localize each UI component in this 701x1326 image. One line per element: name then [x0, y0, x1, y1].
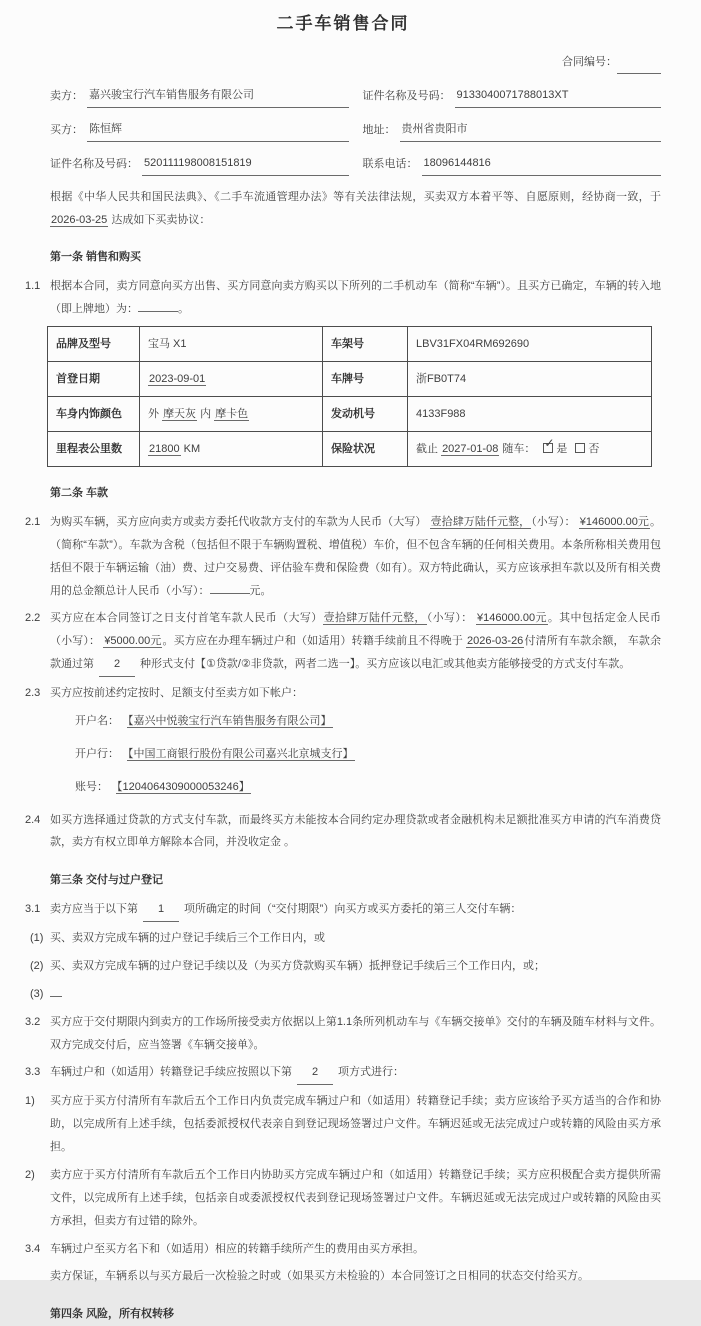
clause-3-1 — [25, 898, 661, 922]
item-3-blank — [50, 983, 62, 997]
first-reg-date: 2023-09-01 — [149, 372, 206, 385]
amount-numeric: ¥146000.00元 — [579, 515, 649, 528]
clause-2-3 — [25, 682, 661, 705]
clause-body: 买方应于交付期限内到卖方的工作场所接受卖方依据以上第1.1条所列机动车与《车辆交接单》交付的车辆及随车材料与文件。双方完成交付后，应当签署《车辆交接单》。 — [50, 1015, 661, 1051]
color-int: 摩卡色 — [215, 407, 249, 420]
clause-text: 车辆过户和（如适用）转籍登记手续应按照以下第 — [50, 1066, 292, 1079]
clause-3-1-item-3 — [25, 983, 661, 1006]
clause-number: 2.4 — [25, 813, 41, 826]
seller-field — [50, 84, 349, 108]
seller-id-value: 9133040071788013XT — [455, 84, 662, 108]
clause-text: 。买方应在办理车辆过户和（如适用）转籍手续前且不得晚于 — [162, 635, 467, 648]
buyer-id-label: 证件名称及号码： — [50, 157, 138, 170]
section4-heading: 第四条 风险，所有权转移 — [50, 1308, 175, 1321]
clause-number: 2.2 — [25, 612, 41, 625]
clause-number: 2.3 — [25, 687, 41, 700]
clause-text: 买方应在本合同签订之日支付首笔车款人民币（大写） — [50, 612, 323, 625]
account-name-label: 开户名： — [75, 714, 119, 727]
mileage-value — [140, 432, 323, 467]
total-amount-blank — [210, 580, 250, 594]
clause-text: 根据本合同，卖方同意向买方出售、买方同意向卖方购买以下所列的二手机动车（简称“车辆”）。且买方已确定，车辆的转入地（即上牌地）为： — [50, 280, 661, 316]
clause-number: 3.3 — [25, 1066, 41, 1079]
vehicle-info-table — [47, 326, 652, 467]
clause-3-3-item-1 — [25, 1090, 661, 1159]
party-row-buyer-id — [50, 152, 661, 176]
payment-deadline-date: 2026-03-26 — [467, 635, 524, 648]
item-number: (1) — [30, 932, 44, 945]
first-reg-value — [140, 362, 323, 397]
amount-chinese: 壹拾肆万陆仟元整， — [430, 515, 531, 528]
bank-account-name-row — [75, 710, 661, 733]
clause-text-end: 。 — [178, 303, 189, 316]
address-value: 贵州省贵阳市 — [400, 118, 662, 142]
engine-value: 4133F988 — [408, 397, 652, 432]
seller-id-field — [363, 84, 662, 108]
clause-body — [50, 511, 661, 603]
color-int-prefix: 内 — [197, 407, 215, 420]
item-text: 卖方应于买方付清所有车款后五个工作日内协助买方完成车辆过户和（如适用）转籍登记手续；买方应积极配合卖方提供所需文件，以完成所有上述手续，包括亲自或委派授权代表到登记现场签署过户文件。车辆迟延或无法完成过户或转籍的风险由买方承担，但卖方有过错的除外。 — [50, 1168, 661, 1227]
table-row — [48, 432, 652, 467]
item-number: (3) — [30, 987, 44, 1000]
clause-3-2 — [25, 1011, 661, 1057]
clause-2-2 — [25, 607, 661, 677]
bank-name-value: 【中国工商银行股份有限公司嘉兴北京城支行】 — [128, 747, 354, 760]
item-number: (2) — [30, 959, 44, 972]
agreement-date: 2026-03-25 — [51, 213, 108, 226]
payment-option-number: 2 — [99, 653, 135, 677]
address-label: 地址： — [362, 123, 396, 136]
clause-text: 卖方应当于以下第 — [50, 903, 138, 916]
brand-value: 宝马 X1 — [140, 327, 323, 362]
transfer-place-blank — [138, 298, 178, 312]
phone-field — [363, 152, 662, 176]
item-number: 1) — [25, 1095, 35, 1108]
transfer-option-number: 2 — [297, 1061, 333, 1085]
deposit-amount: ¥5000.00元 — [104, 635, 162, 648]
delivery-option-number: 1 — [143, 898, 179, 922]
clause-3-4-guarantee: 卖方保证，车辆系以与买方最后一次检验之时或（如果买方未检验的）本合同签订之日相同的状态交付给买方。 — [50, 1270, 589, 1283]
mileage-unit: KM — [180, 442, 201, 455]
clause-text: （小写）： — [426, 612, 476, 625]
clause-body — [50, 1061, 661, 1085]
insurance-value — [408, 432, 652, 467]
clause-3-1-item-1 — [25, 927, 661, 950]
clause-3-1-item-2 — [25, 955, 661, 978]
address-field — [363, 118, 662, 142]
phone-label: 联系电话： — [362, 157, 418, 170]
insurance-date: 2027-01-08 — [442, 442, 499, 455]
bank-name-label: 开户行： — [75, 747, 119, 760]
first-payment-numeric: ¥146000.00元 — [476, 612, 547, 625]
item-text: 买、卖双方完成车辆的过户登记手续后三个工作日内，或 — [50, 932, 325, 945]
intro-text-end: 达成如下买卖协议： — [108, 213, 211, 226]
checkbox-no-icon — [575, 443, 585, 453]
insurance-no-label: 否 — [588, 442, 600, 455]
buyer-field — [50, 118, 349, 142]
section1-heading: 第一条 销售和购买 — [50, 251, 142, 264]
section2-heading: 第二条 车款 — [50, 487, 109, 500]
first-payment-chinese: 壹拾肆万陆仟元整， — [323, 612, 426, 625]
color-ext: 摩天灰 — [163, 407, 197, 420]
party-row-buyer — [50, 118, 661, 142]
mileage-label: 里程表公里数 — [48, 432, 140, 467]
clause-body — [50, 607, 661, 677]
clause-text-end: 项方式进行： — [338, 1066, 404, 1079]
clause-body: 车辆过户至买方名下和（如适用）相应的转籍手续所产生的费用由买方承担。 — [50, 1242, 424, 1255]
clause-text-end: 元。 — [249, 584, 272, 597]
item-text: 买方应于买方付清所有车款后五个工作日内负责完成车辆过户和（如适用）转籍登记手续；卖方应该给予买方适当的合作和协助，以完成所有上述手续，包括委派授权代表亲自到登记现场签署过户文件。车辆迟延或无法完成过户或转籍的风险由买方承担。 — [50, 1095, 661, 1154]
color-ext-prefix: 外 — [148, 407, 163, 420]
clause-text: 付清所有车款余额， 车款余款通过第 — [50, 635, 661, 671]
clause-body: 买方应按前述约定按时、足额支付至卖方如下帐户： — [50, 687, 303, 700]
clause-number: 2.1 — [25, 515, 41, 528]
clause-number: 1.1 — [25, 280, 41, 293]
clause-number: 3.4 — [25, 1242, 41, 1255]
clause-2-4 — [25, 809, 661, 855]
party-row-seller — [50, 84, 661, 108]
insurance-mid: 随车： — [499, 442, 536, 455]
buyer-label: 买方： — [50, 123, 83, 136]
checkbox-yes-checked-icon — [543, 443, 553, 453]
engine-label: 发动机号 — [323, 397, 408, 432]
buyer-id-value: 520111198008151819 — [142, 152, 349, 176]
seller-label: 卖方： — [50, 90, 83, 103]
account-number-value: 【1204064309000053246】 — [117, 780, 250, 793]
clause-body — [50, 898, 661, 922]
buyer-id-field — [50, 152, 349, 176]
clause-text-end: 项所确定的时间（“交付期限”）向买方或买方委托的第三人交付车辆： — [184, 903, 522, 916]
plate-value: 浙FB0T74 — [408, 362, 652, 397]
buyer-value: 陈恒辉 — [87, 118, 349, 142]
insurance-label: 保险状况 — [323, 432, 408, 467]
insurance-yes-label: 是 — [556, 442, 568, 455]
clause-text-end: 种形式支付【①贷款/②非贷款，两者二选一】。买方应该以电汇或其他卖方能够接受的方式支付车款。 — [140, 658, 631, 671]
first-reg-label: 首登日期 — [48, 362, 140, 397]
contract-number-blank — [617, 60, 661, 74]
intro-paragraph — [50, 186, 661, 232]
clause-body: 如买方选择通过贷款的方式支付车款，而最终买方未能按本合同约定办理贷款或者金融机构未足额批准买方申请的汽车消费贷款，卖方有权立即单方解除本合同，并没收定金 。 — [50, 813, 661, 849]
color-label: 车身内饰颜色 — [48, 397, 140, 432]
table-row — [48, 362, 652, 397]
item-text: 买、卖双方完成车辆的过户登记手续以及（为买方贷款购买车辆）抵押登记手续后三个工作日内，或； — [50, 959, 545, 972]
account-name-value: 【嘉兴中悦骏宝行汽车销售服务有限公司】 — [128, 714, 332, 727]
vin-value: LBV31FX04RM692690 — [408, 327, 652, 362]
intro-text: 根据《中华人民共和国民法典》、《二手车流通管理办法》等有关法律法规，买卖双方本着平等、自愿原则，经协商一致，于 — [50, 190, 661, 203]
seller-value: 嘉兴骏宝行汽车销售服务有限公司 — [87, 84, 349, 108]
clause-3-3 — [25, 1061, 661, 1085]
clause-text: 。（简称“车款”）。车款为含税（包括但不限于车辆购置税、增值税）车价，但不包含车辆的任何相关费用。本条所称相关费用包括但不限于车辆运输（油）费、过户交易费、评估验车费和保险费（如有）。双方特此确认，买方应该承担车款以及所有相关费用的总金额总计人民币（小写）： — [50, 515, 661, 597]
account-number-label: 账号： — [75, 780, 108, 793]
mileage-number: 21800 — [149, 442, 180, 455]
clause-number: 3.2 — [25, 1015, 41, 1028]
table-row — [48, 327, 652, 362]
item-number: 2) — [25, 1168, 35, 1181]
insurance-prefix: 截止 — [416, 442, 442, 455]
clause-text: 。其中包括定金人民币（小写）： — [50, 612, 662, 648]
bank-name-row — [75, 743, 661, 766]
vin-label: 车架号 — [323, 327, 408, 362]
phone-value: 18096144816 — [422, 152, 662, 176]
clause-2-1 — [25, 511, 661, 603]
clause-text: 为购买车辆，买方应向卖方或卖方委托代收款方支付的车款为人民币（大写） — [50, 515, 430, 528]
clause-1-1 — [25, 275, 661, 321]
bank-account-number-row — [75, 776, 661, 799]
seller-id-label: 证件名称及号码： — [362, 90, 451, 103]
brand-label: 品牌及型号 — [48, 327, 140, 362]
clause-text: （小写）： — [531, 515, 579, 528]
contract-number-row — [25, 51, 661, 74]
contract-number-label: 合同编号： — [562, 56, 617, 69]
clause-body — [50, 275, 661, 321]
section3-heading: 第三条 交付与过户登记 — [50, 874, 164, 887]
page-title: 二手车销售合同 — [276, 14, 410, 33]
clause-number: 3.1 — [25, 903, 41, 916]
item-text — [50, 983, 661, 1006]
clause-3-4 — [25, 1238, 661, 1261]
table-row — [48, 397, 652, 432]
color-value — [140, 397, 323, 432]
plate-label: 车牌号 — [323, 362, 408, 397]
clause-3-3-item-2 — [25, 1164, 661, 1233]
